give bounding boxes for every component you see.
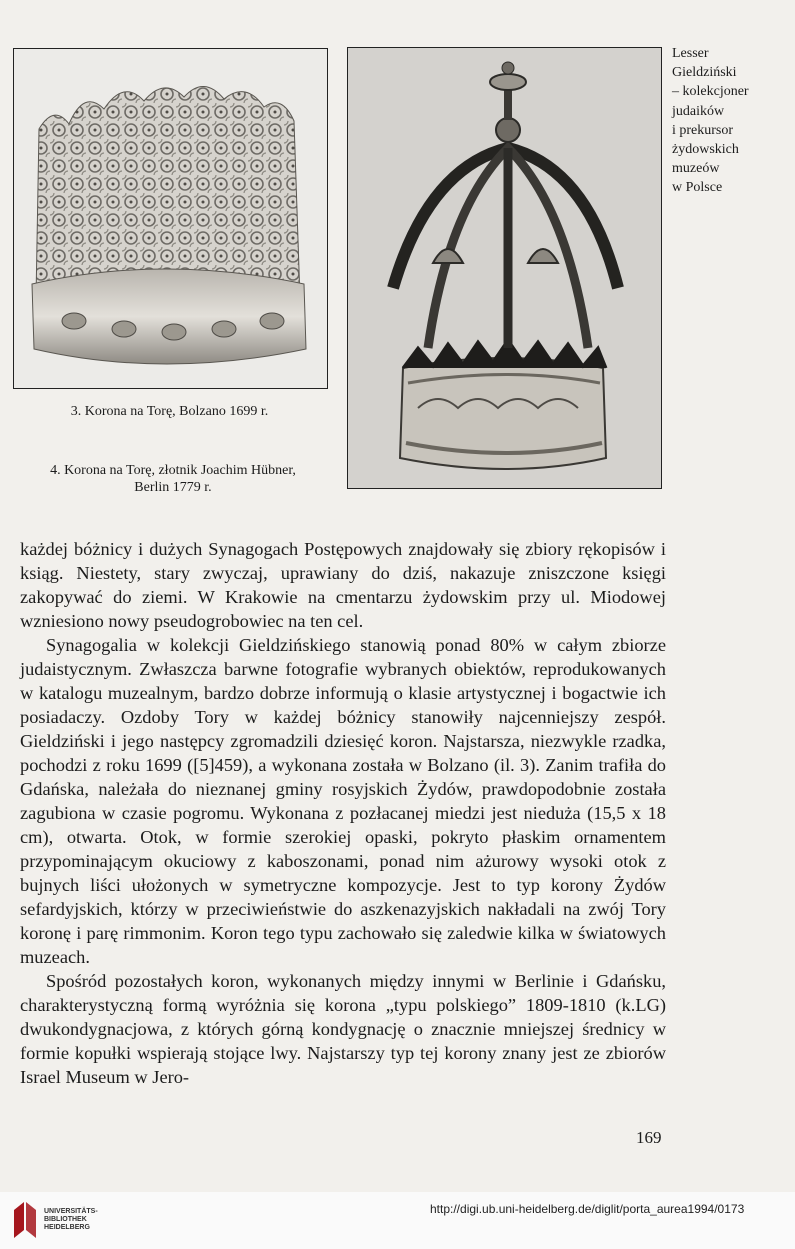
figure-3-caption: 3. Korona na Torę, Bolzano 1699 r.: [70, 404, 269, 419]
figure-4-caption-line1: 4. Korona na Torę, złotnik Joachim Hübner,: [50, 463, 296, 478]
figure-4-caption-line2: Berlin 1779 r.: [134, 480, 212, 495]
library-name: [44, 1208, 98, 1232]
paragraph-3: Spośród pozostałych koron, wykonanych między innymi w Berlinie i Gdańsku, charakterystyczną formą wyróżnia się korona „typu polskiego” 1809-1810 (k.LG) dwukondygnacjowa, z których górną kondygnację o znacznie mniejszej średnicy w formie kopułki wspierają stojące lwy. Najstarszy typ tej korony znany jest ze zbiorów Israel Museum w Jero-: [20, 971, 666, 1087]
paragraph-1: każdej bóżnicy i dużych Synagogach Postępowych znajdowały się zbiory rękopisów i ksiąg. Niestety, stary zwyczaj, uprawiany do dziś, nakazuje zniszczone księgi zakopywać do ziemi. W Krakowie na cmentarzu żydowskim przy ul. Miodowej wzniesiono nowy pseudogrobowiec na ten cel.: [20, 539, 666, 631]
marginal-note-line: – kolekcjoner: [672, 84, 749, 100]
marginal-note-line: i prekursor: [672, 122, 734, 138]
marginal-note-line: Gieldziński: [672, 65, 737, 81]
marginal-note-line: Lesser: [672, 46, 709, 61]
crown-bolzano-illustration: [14, 49, 327, 388]
marginal-note: [672, 44, 772, 198]
source-url-link[interactable]: http://digi.ub.uni-heidelberg.de/diglit/porta_aurea1994/0173: [430, 1202, 745, 1216]
marginal-note-line: żydowskich: [672, 142, 739, 158]
figure-4-photo: [347, 47, 662, 489]
figure-4-caption: [13, 462, 333, 496]
library-logo-icon: [10, 1200, 40, 1240]
page-number: 169: [636, 1128, 662, 1147]
library-name-line1: UNIVERSITÄTS-: [44, 1208, 98, 1215]
figure-3-photo: [13, 48, 328, 389]
paragraph-2: Synagogalia w kolekcji Gieldzińskiego stanowią ponad 80% w całym zbiorze judaistycznym. Zwłaszcza barwne fotografie wybranych obiektów, reprodukowanych w katalogu muzealnym, bardzo dobrze informują o klasie artystycznej i bogactwie ich posiadaczy. Ozdoby Tory w każdej bóżnicy stanowiły najcenniejszy zespół. Gieldziński i jego następcy zgromadzili dziesięć koron. Najstarsza, niezwykle rzadka, pochodzi z roku 1699 ([5]459), a wykonana została w Bolzano (il. 3). Zanim trafiła do Gdańska, należała do nieznanej gminy rosyjskich Żydów, prawdopodobnie została zagubiona w czasie pogromu. Wykonana z pozłacanej miedzi jest nieduża (15,5 x 18 cm), otwarta. Otok, w formie szerokiej opaski, pokryto płaskim ornamentem przypominającym okuciowy z kaboszonami, ponad nim ażurowy wysoki otok z bujnych liści ułożonych w symetryczne kompozycje. Jest to typ korony Żydów sefardyjskich, którzy w przeciwieństwie do aszkenazyjskich nakładali na zwój Tory koronę i parę rimmonim. Koron tego typu zachowało się zaledwie kilka w światowych muzeach.: [20, 635, 666, 967]
body-text: [20, 537, 666, 1089]
marginal-note-line: muzeów: [672, 161, 720, 177]
footer-bar: [0, 1192, 795, 1249]
library-name-line2: BIBLIOTHEK: [44, 1216, 87, 1223]
library-name-line3: HEIDELBERG: [44, 1224, 90, 1231]
marginal-note-line: w Polsce: [672, 180, 723, 196]
crown-berlin-illustration: [348, 48, 661, 488]
marginal-note-line: judaików: [672, 103, 725, 119]
